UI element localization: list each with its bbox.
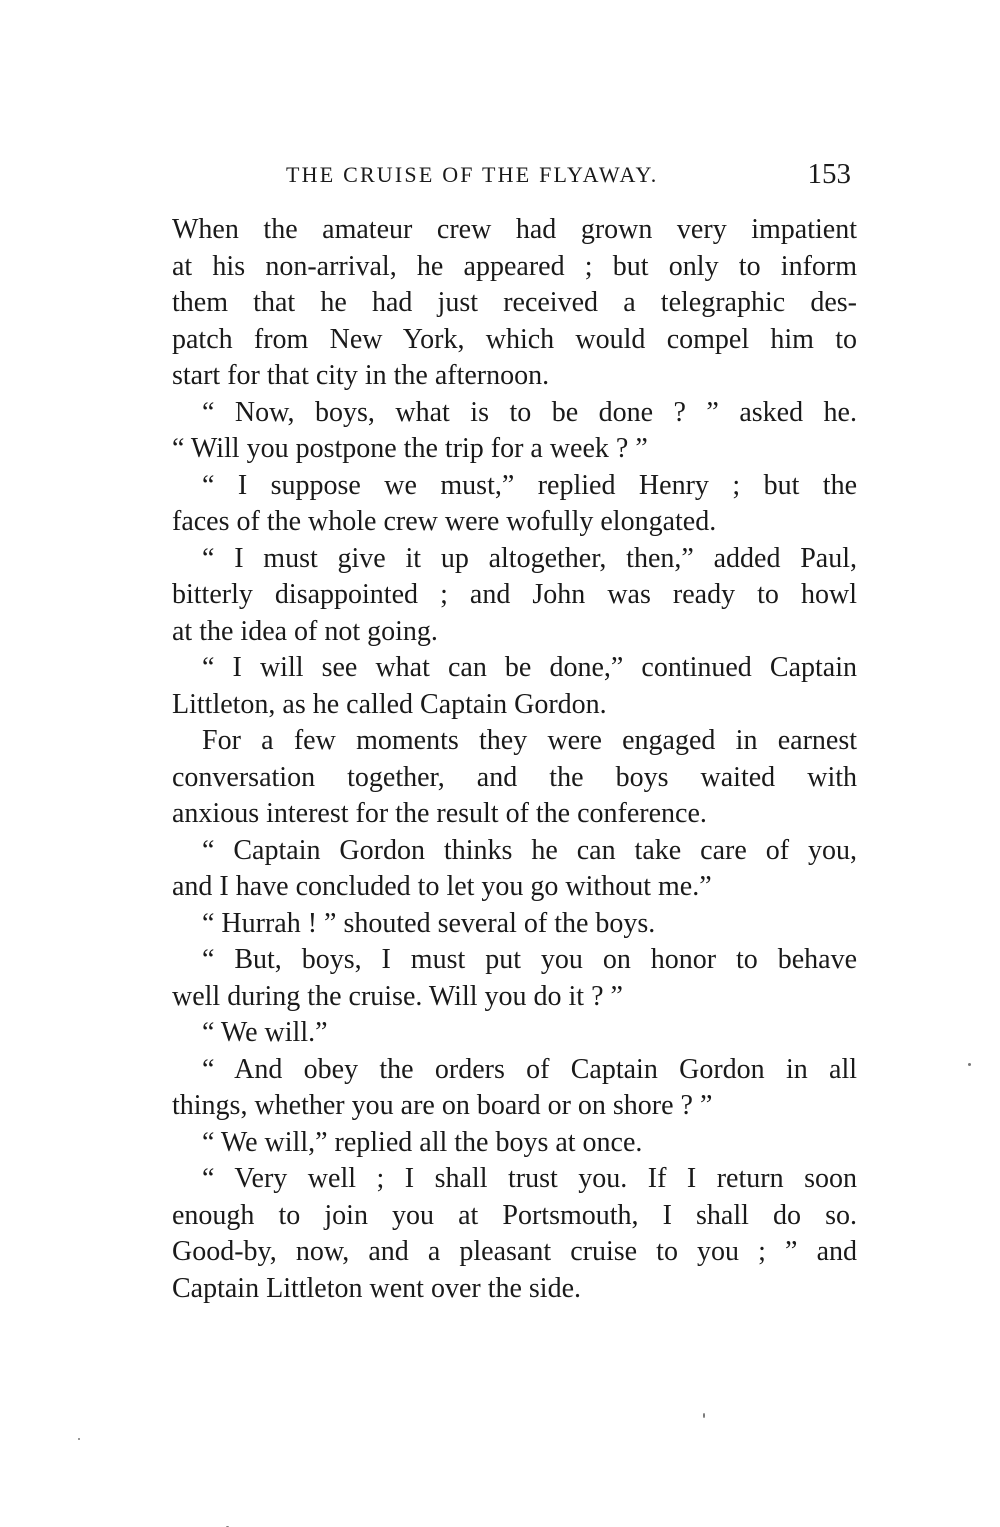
text-line: “ And obey the orders of Captain Gordon in all [202, 1053, 857, 1085]
text-line: When the amateur crew had grown very impatient [172, 214, 857, 245]
text-line: Littleton, as he called Captain Gordon. [172, 688, 607, 720]
page-header [172, 158, 857, 198]
text-line: “ I suppose we must,” replied Henry ; but the [202, 469, 857, 501]
text-line: conversation together, and the boys waited with [172, 761, 857, 793]
text-line: faces of the whole crew were wofully elongated. [172, 506, 717, 537]
paper-speck [968, 1063, 971, 1066]
paper-speck [703, 1413, 705, 1418]
text-line: “ I will see what can be done,” continued Captain [202, 652, 857, 683]
text-line: things, whether you are on board or on shore ? ” [172, 1090, 713, 1121]
text-line: enough to join you at Portsmouth, I shall do so. [172, 1199, 857, 1231]
page-number: 153 [807, 158, 851, 190]
text-line: bitterly disappointed ; and John was ready to howl [172, 579, 857, 610]
text-line: “ Captain Gordon thinks he can take care of you, [202, 834, 857, 866]
body-text [172, 212, 857, 1307]
text-line: start for that city in the afternoon. [172, 360, 550, 391]
text-line: “ Very well ; I shall trust you. If I return soon [202, 1163, 857, 1194]
text-line: at his non-arrival, he appeared ; but only to inform [172, 250, 857, 282]
text-line: “ We will.” [202, 1017, 328, 1048]
text-line: well during the cruise. Will you do it ? ” [172, 980, 623, 1012]
running-title: THE CRUISE OF THE FLYAWAY. [286, 162, 659, 187]
text-line: Good-by, now, and a pleasant cruise to you ; ” and [172, 1236, 857, 1267]
text-line: Captain Littleton went over the side. [172, 1272, 582, 1304]
text-line: “ Hurrah ! ” shouted several of the boys. [202, 907, 656, 939]
text-line: “ Will you postpone the trip for a week ? ” [172, 433, 648, 464]
text-line: “ I must give it up altogether, then,” added Paul, [202, 542, 857, 574]
text-line: For a few moments they were engaged in earnest [202, 725, 857, 756]
text-line: “ But, boys, I must put you on honor to behave [202, 944, 857, 975]
text-line: at the idea of not going. [172, 615, 438, 647]
text-line: anxious interest for the result of the conference. [172, 798, 707, 829]
text-line: them that he had just received a telegraphic des- [172, 287, 857, 318]
text-line: patch from New York, which would compel him to [172, 323, 857, 355]
text-line: “ We will,” replied all the boys at once. [202, 1126, 643, 1158]
paper-speck [78, 1438, 80, 1440]
text-line: “ Now, boys, what is to be done ? ” asked he. [202, 396, 857, 428]
text-line: and I have concluded to let you go without me.” [172, 871, 712, 902]
